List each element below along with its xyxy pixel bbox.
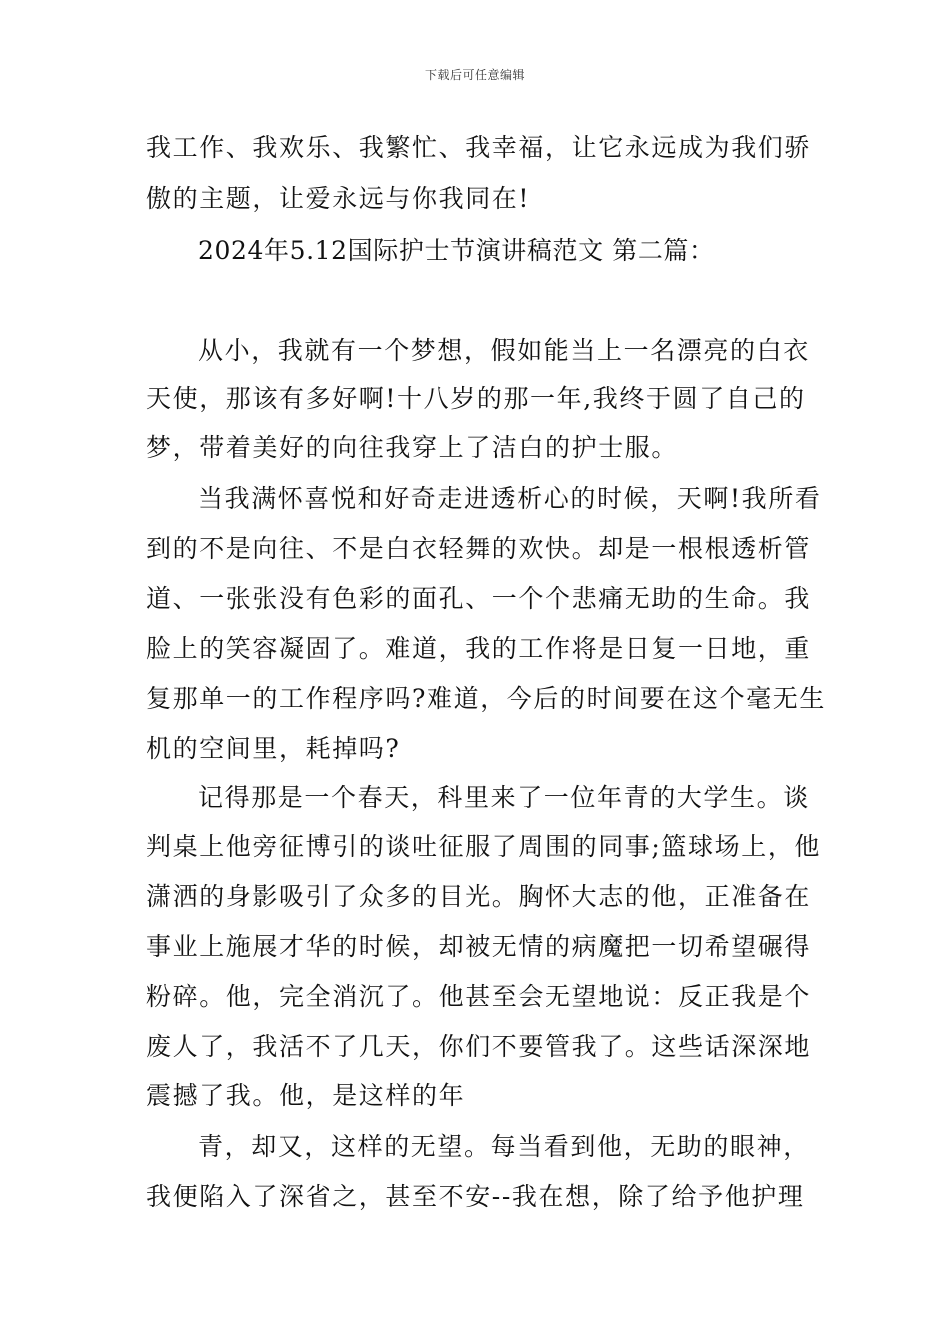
body-line: 脸上的笑容凝固了。难道，我的工作将是日复一日地，重: [146, 634, 812, 663]
body-line: 天使，那该有多好啊!十八岁的那一年,我终于圆了自己的: [146, 384, 806, 413]
body-line: 记得那是一个春天，科里来了一位年青的大学生。谈: [198, 783, 810, 812]
section-heading: 2024年5.12国际护士节演讲稿范文 第二篇：: [198, 236, 715, 265]
body-line: 傲的主题，让爱永远与你我同在!: [146, 184, 531, 213]
body-line: 梦，带着美好的向往我穿上了洁白的护士服。: [146, 433, 679, 462]
body-line: 复那单一的工作程序吗?难道，今后的时间要在这个毫无生: [146, 684, 827, 713]
body-line: 我便陷入了深省之，甚至不安--我在想，除了给予他护理: [146, 1182, 805, 1211]
body-line: 废人了，我活不了几天，你们不要管我了。这些话深深地: [146, 1032, 812, 1061]
body-line: 当我满怀喜悦和好奇走进透析心的时候，天啊!我所看: [198, 484, 822, 513]
body-line: 判桌上他旁征博引的谈吐征服了周围的同事;篮球场上，他: [146, 832, 822, 861]
body-line: 震撼了我。他，是这样的年: [146, 1081, 466, 1110]
body-line: 到的不是向往、不是白衣轻舞的欢快。却是一根根透析管: [146, 534, 812, 563]
body-line: 我工作、我欢乐、我繁忙、我幸福，让它永远成为我们骄: [146, 133, 812, 162]
body-line: 粉碎。他，完全消沉了。他甚至会无望地说：反正我是个: [146, 982, 812, 1011]
body-line: 潇洒的身影吸引了众多的目光。胸怀大志的他，正准备在: [146, 882, 812, 911]
body-line: 从小，我就有一个梦想，假如能当上一名漂亮的白衣: [198, 336, 810, 365]
body-line: 青，却又，这样的无望。每当看到他，无助的眼神，: [198, 1132, 810, 1161]
body-line: 事业上施展才华的时候，却被无情的病魔把一切希望碾得: [146, 932, 812, 961]
body-line: 道、一张张没有色彩的面孔、一个个悲痛无助的生命。我: [146, 584, 812, 613]
body-line: 机的空间里，耗掉吗?: [146, 734, 401, 763]
page-header: 下载后可任意编辑: [424, 68, 525, 82]
